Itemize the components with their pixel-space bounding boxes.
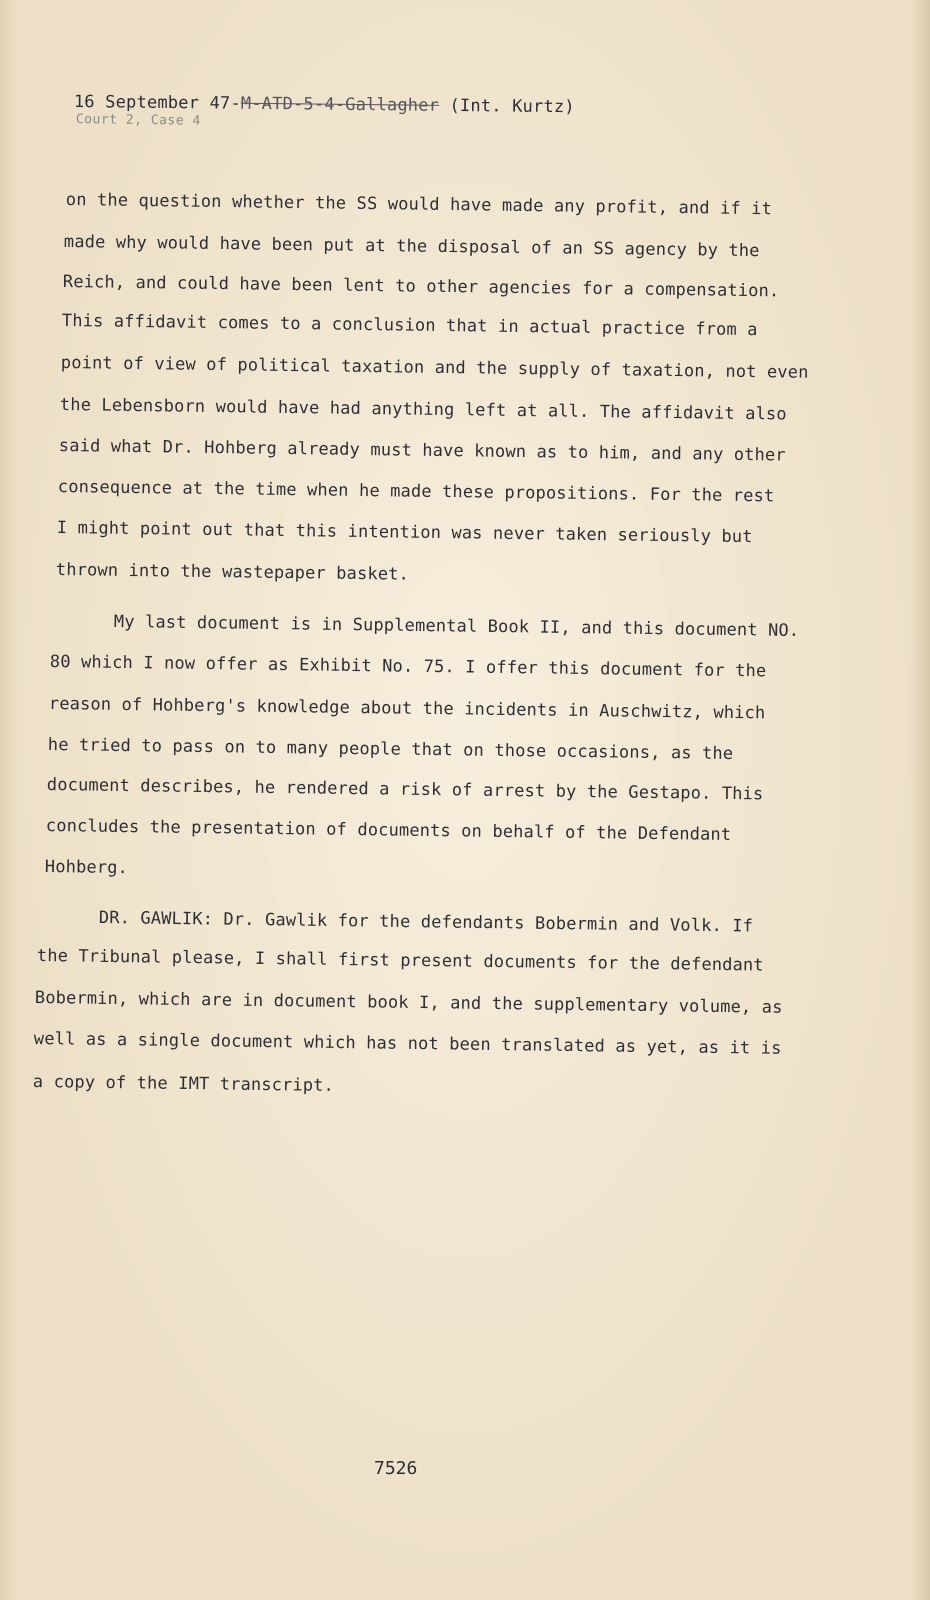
transcript-line: concludes the presentation of documents on behalf of the Defendant <box>45 816 732 845</box>
transcript-line: point of view of political taxation and the supply of taxation, not even <box>60 353 809 383</box>
transcript-line: DR. GAWLIK: Dr. Gawlik for the defendants Bobermin and Volk. If <box>98 908 754 937</box>
transcript-line: he tried to pass on to many people that on those occasions, as the <box>47 735 734 764</box>
transcript-line: the Tribunal please, I shall first present documents for the defendant <box>36 946 764 976</box>
page-number: 7526 <box>374 1458 418 1479</box>
header-struck-reference: M-ATD-5-4-Gallagher <box>240 93 440 116</box>
header-interpreter: (Int. Kurtz) <box>439 95 575 118</box>
transcript-line: document describes, he rendered a risk of arrest by the Gestapo. This <box>46 775 764 805</box>
transcript-line: said what Dr. Hohberg already must have known as to him, and any other <box>58 436 786 466</box>
transcript-line: well as a single document which has not been translated as yet, as it is <box>33 1029 782 1059</box>
transcript-line: thrown into the wastepaper basket. <box>55 560 410 585</box>
transcript-line: Bobermin, which are in document book I, and the supplementary volume, as <box>34 988 783 1018</box>
transcript-line: on the question whether the SS would have made any profit, and if it <box>65 190 773 220</box>
header-date: 16 September 47- <box>73 92 241 114</box>
transcript-line: My last document is in Supplemental Book II, and this document NO. <box>113 612 800 641</box>
transcript-line: made why would have been put at the disposal of an SS agency by the <box>63 232 760 262</box>
transcript-line: This affidavit comes to a conclusion that in actual practice from a <box>61 311 758 341</box>
header-court-case: Court 2, Case 4 <box>75 112 201 129</box>
transcript-line: reason of Hohberg's knowledge about the incidents in Auschwitz, which <box>48 694 766 724</box>
transcript-line: Hohberg. <box>44 857 129 879</box>
transcript-line: a copy of the IMT transcript. <box>32 1072 335 1096</box>
transcript-line: Reich, and could have been lent to other agencies for a compensation. <box>62 272 780 302</box>
transcript-line: I might point out that this intention was never taken seriously but <box>56 518 753 548</box>
transcript-line: consequence at the time when he made these propositions. For the rest <box>57 477 775 507</box>
transcript-line: 80 which I now offer as Exhibit No. 75. I offer this document for the <box>49 652 767 682</box>
transcript-line: the Lebensborn would have had anything left at all. The affidavit also <box>59 395 787 425</box>
